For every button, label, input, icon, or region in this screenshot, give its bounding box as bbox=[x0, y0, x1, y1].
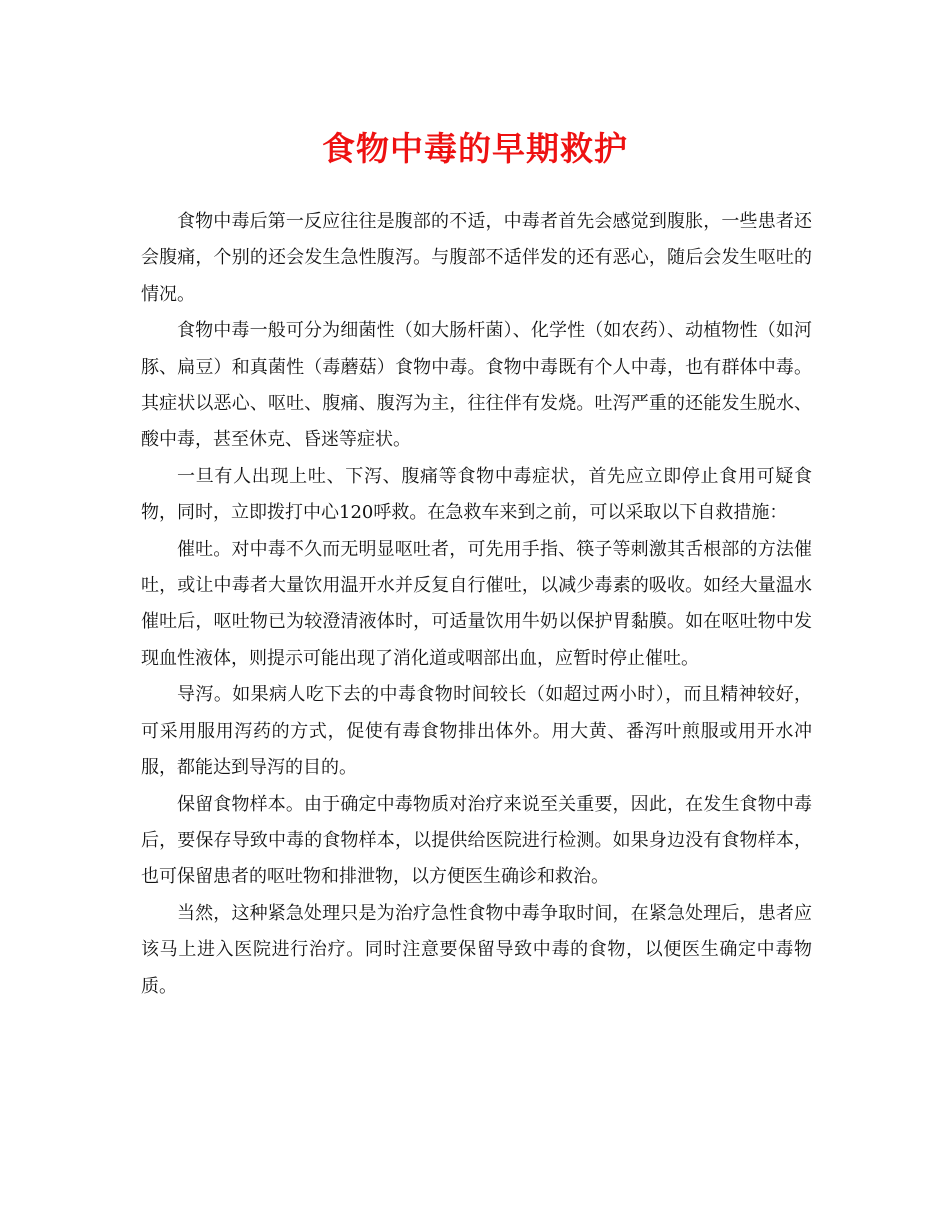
paragraph-laxative: 导泻。如果病人吃下去的中毒食物时间较长（如超过两小时），而且精神较好，可采用服用泻药的方式，促使有毒食物排出体外。用大黄、番泻叶煎服或用开水冲服，都能达到导泻的目的。 bbox=[141, 684, 812, 779]
paragraph-induce-vomiting: 催吐。对中毒不久而无明显呕吐者，可先用手指、筷子等刺激其舌根部的方法催吐，或让中毒者大量饮用温开水并反复自行催吐，以减少毒素的吸收。如经大量温水催吐后，呕吐物已为较澄清液体时，可适量饮用牛奶以保护胃黏膜。如在呕吐物中发现血性液体，则提示可能出现了消化道或咽部出血，应暂时停止催吐。 bbox=[141, 538, 812, 669]
paragraph-keep-sample: 保留食物样本。由于确定中毒物质对治疗来说至关重要，因此，在发生食物中毒后，要保存导致中毒的食物样本，以提供给医院进行检测。如果身边没有食物样本，也可保留患者的呕吐物和排泄物，以方便医生确诊和救治。 bbox=[141, 793, 812, 888]
document-body bbox=[141, 204, 812, 1005]
document-title: 食物中毒的早期救护 bbox=[322, 129, 628, 168]
paragraph-conclusion: 当然，这种紧急处理只是为治疗急性食物中毒争取时间，在紧急处理后，患者应该马上进入医院进行治疗。同时注意要保留导致中毒的食物，以便医生确定中毒物质。 bbox=[141, 902, 812, 997]
paragraph-first-response: 一旦有人出现上吐、下泻、腹痛等食物中毒症状，首先应立即停止食用可疑食物，同时，立即拨打中心120呼救。在急救车来到之前，可以采取以下自救措施： bbox=[141, 465, 812, 524]
paragraph-classification: 食物中毒一般可分为细菌性（如大肠杆菌）、化学性（如农药）、动植物性（如河豚、扁豆）和真菌性（毒蘑菇）食物中毒。食物中毒既有个人中毒，也有群体中毒。其症状以恶心、呕吐、腹痛、腹泻为主，往往伴有发烧。吐泻严重的还能发生脱水、酸中毒，甚至休克、昏迷等症状。 bbox=[141, 320, 812, 451]
paragraph-symptoms: 食物中毒后第一反应往往是腹部的不适，中毒者首先会感觉到腹胀，一些患者还会腹痛，个别的还会发生急性腹泻。与腹部不适伴发的还有恶心，随后会发生呕吐的情况。 bbox=[141, 211, 812, 305]
